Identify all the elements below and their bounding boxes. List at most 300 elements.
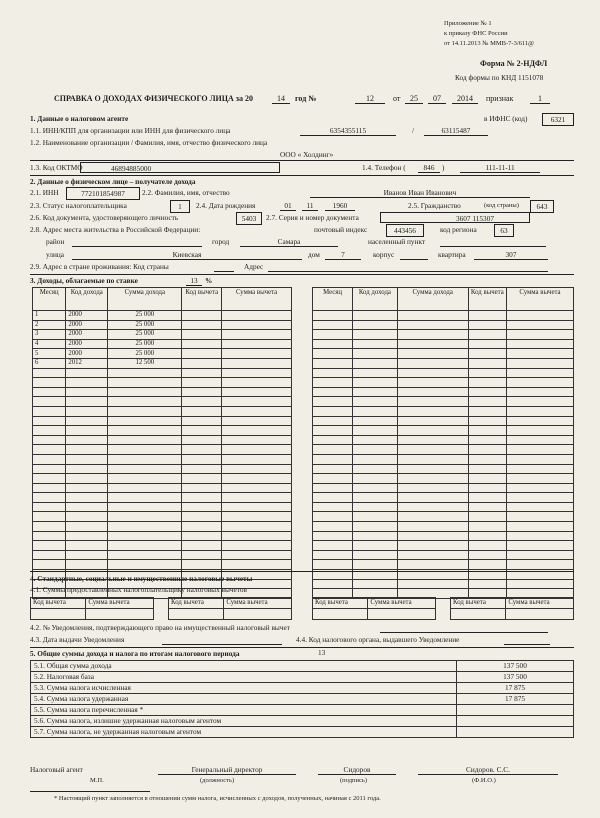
s2-doc-label: 2.6. Код документа, удостоверяющего личность <box>30 213 179 222</box>
table-cell <box>33 502 66 512</box>
table-cell <box>397 493 468 503</box>
table-cell <box>313 483 353 493</box>
table-cell <box>468 339 506 349</box>
s2-inn: 772101854987 <box>66 187 140 200</box>
table-cell <box>66 502 108 512</box>
table-cell <box>182 426 222 436</box>
title-priznak-label: признак <box>486 94 514 103</box>
table-cell <box>353 579 397 589</box>
table-cell <box>182 512 222 522</box>
title-god-no: год № <box>295 94 317 103</box>
table-cell <box>182 493 222 503</box>
table-cell <box>353 522 397 532</box>
table-cell <box>33 474 66 484</box>
right-income-header-4: Сумма вычета <box>506 288 573 311</box>
table-cell <box>468 358 506 368</box>
table-row <box>313 387 574 397</box>
table-cell <box>182 560 222 570</box>
table-cell <box>222 512 292 522</box>
table-row <box>313 464 574 474</box>
table-cell <box>33 483 66 493</box>
table-cell <box>313 320 353 330</box>
s5-heading: 5. Общие суммы дохода и налога по итогам налогового периода <box>30 649 240 658</box>
table-cell <box>313 397 353 407</box>
table-cell <box>506 378 573 388</box>
table-cell <box>222 493 292 503</box>
table-cell <box>222 311 292 321</box>
s2-dob-day: 01 <box>280 201 296 211</box>
table-row <box>313 445 574 455</box>
table-cell <box>66 416 108 426</box>
table-cell <box>182 349 222 359</box>
table-cell <box>33 531 66 541</box>
table-cell <box>222 397 292 407</box>
appendix-line-3: от 14.11.2013 № ММВ-7-3/611@ <box>444 40 535 47</box>
s2-city-label: город <box>212 237 230 246</box>
table-row <box>313 502 574 512</box>
sign-signature-cap: (подпись) <box>340 777 367 784</box>
table-cell <box>182 311 222 321</box>
table-cell <box>222 320 292 330</box>
deduction-table-4 <box>450 597 574 620</box>
s2-status: 1 <box>170 200 190 213</box>
table-cell <box>353 358 397 368</box>
table-cell <box>108 464 182 474</box>
s2-dob-year: 1960 <box>325 201 355 211</box>
s2-doc: 5403 <box>236 212 262 225</box>
table-cell: 25 000 <box>108 330 182 340</box>
table-cell <box>353 483 397 493</box>
table-cell <box>108 416 182 426</box>
table-cell <box>66 368 108 378</box>
table-cell <box>108 502 182 512</box>
table-cell <box>353 474 397 484</box>
table-cell: 2 <box>33 320 66 330</box>
table-cell <box>313 579 353 589</box>
table-cell <box>108 368 182 378</box>
table-row <box>33 339 292 349</box>
s2-fio: Иванов Иван Иванович <box>310 188 530 198</box>
s1-slash: / <box>412 126 415 135</box>
table-cell <box>182 541 222 551</box>
table-cell <box>313 416 353 426</box>
ded4-code-hdr: Код вычета <box>451 598 506 609</box>
table-cell <box>222 454 292 464</box>
left-income-header-3: Код вычета <box>182 288 222 311</box>
table-cell <box>468 435 506 445</box>
s4-n43: 4.3. Дата выдачи Уведомления <box>30 635 125 644</box>
s4-heading: 4. Стандартные, социальные и имущественные налоговые вычеты <box>30 574 253 583</box>
table-row <box>313 435 574 445</box>
table-cell <box>33 378 66 388</box>
table-cell <box>222 464 292 474</box>
table-cell <box>33 522 66 532</box>
table-cell <box>222 541 292 551</box>
table-cell <box>108 550 182 560</box>
table-cell <box>313 445 353 455</box>
table-cell <box>66 531 108 541</box>
s4-sub: 4.1. Суммы предоставленных налогоплательщику налоговых вычетов <box>30 585 247 594</box>
table-cell: 25 000 <box>108 311 182 321</box>
table-cell <box>66 474 108 484</box>
sign-fio-cap: (Ф.И.О.) <box>472 777 496 784</box>
table-cell <box>353 311 397 321</box>
table-cell <box>33 435 66 445</box>
table-cell <box>397 464 468 474</box>
title-month: 07 <box>428 94 446 104</box>
table-cell <box>506 349 573 359</box>
table-row <box>33 435 292 445</box>
table-row <box>313 339 574 349</box>
table-cell <box>397 426 468 436</box>
table-cell <box>222 378 292 388</box>
s1-ifns-label: в ИФНС (код) <box>484 114 528 123</box>
table-cell <box>182 378 222 388</box>
totals-label: 5.6. Сумма налога, излишне удержанная налоговым агентом <box>31 716 457 727</box>
s3-heading: 3. Доходы, облагаемые по ставке <box>30 276 138 285</box>
table-row <box>313 560 574 570</box>
ded4-sum-hdr: Сумма вычета <box>506 598 574 609</box>
table-cell <box>33 541 66 551</box>
table-cell <box>353 454 397 464</box>
table-row <box>313 330 574 340</box>
s1-kpp: 63115487 <box>424 126 488 136</box>
table-cell <box>468 368 506 378</box>
table-cell <box>397 550 468 560</box>
table-cell <box>313 512 353 522</box>
table-cell <box>397 579 468 589</box>
table-cell <box>468 531 506 541</box>
table-cell <box>182 454 222 464</box>
table-row <box>33 560 292 570</box>
table-row <box>33 387 292 397</box>
table-cell <box>313 330 353 340</box>
s1-inn-label: 1.1. ИНН/КПП для организации или ИНН для физического лица <box>30 126 231 135</box>
table-cell <box>506 368 573 378</box>
table-cell <box>313 368 353 378</box>
s1-phone-close: ) <box>442 163 445 172</box>
table-cell: 4 <box>33 339 66 349</box>
table-cell <box>313 339 353 349</box>
table-cell <box>182 550 222 560</box>
table-row <box>313 493 574 503</box>
table-row <box>313 397 574 407</box>
table-cell <box>468 560 506 570</box>
s2-street: Киевская <box>72 250 302 260</box>
table-cell <box>108 454 182 464</box>
table-row <box>313 512 574 522</box>
table-cell <box>33 387 66 397</box>
totals-value <box>457 716 574 727</box>
s3-rate: 13 <box>186 276 202 286</box>
table-cell <box>506 541 573 551</box>
table-cell <box>182 358 222 368</box>
table-cell <box>313 502 353 512</box>
table-cell <box>66 426 108 436</box>
left-income-header-1: Код дохода <box>66 288 108 311</box>
table-cell <box>397 522 468 532</box>
table-cell <box>468 550 506 560</box>
table-cell <box>313 387 353 397</box>
table-cell <box>506 416 573 426</box>
table-cell <box>66 464 108 474</box>
table-cell <box>353 397 397 407</box>
totals-row <box>31 661 574 672</box>
left-income-header-4: Сумма вычета <box>222 288 292 311</box>
table-cell <box>66 493 108 503</box>
table-cell <box>182 416 222 426</box>
table-cell <box>222 406 292 416</box>
table-row <box>33 445 292 455</box>
sign-position-cap: (должность) <box>200 777 235 784</box>
table-cell <box>33 454 66 464</box>
table-row <box>313 358 574 368</box>
table-row <box>33 320 292 330</box>
left-income-header-0: Месяц <box>33 288 66 311</box>
s1-org-name: ООО « Холдинг» <box>280 150 334 159</box>
s2-status-label: 2.3. Статус налогоплательщика <box>30 201 127 210</box>
s1-phone-label: 1.4. Телефон ( <box>362 163 406 172</box>
table-row <box>313 349 574 359</box>
table-cell <box>506 483 573 493</box>
table-cell <box>468 406 506 416</box>
totals-value: 137 500 <box>457 661 574 672</box>
table-cell <box>468 541 506 551</box>
table-cell <box>313 493 353 503</box>
table-row <box>313 320 574 330</box>
table-cell <box>222 349 292 359</box>
s1-oktmo: 46894885000 <box>80 162 280 173</box>
table-cell <box>506 512 573 522</box>
table-cell <box>222 522 292 532</box>
s3-pct: % <box>205 276 213 285</box>
table-cell <box>506 311 573 321</box>
table-cell <box>66 387 108 397</box>
table-row <box>33 416 292 426</box>
table-cell <box>353 550 397 560</box>
s2-citizen: 643 <box>530 200 554 213</box>
table-cell <box>397 311 468 321</box>
table-cell: 6 <box>33 358 66 368</box>
table-cell: 2000 <box>66 339 108 349</box>
table-cell <box>397 358 468 368</box>
table-row <box>313 368 574 378</box>
totals-row <box>31 705 574 716</box>
s2-index: 443456 <box>386 224 424 237</box>
table-cell: 12 500 <box>108 358 182 368</box>
table-row <box>33 349 292 359</box>
table-cell <box>66 483 108 493</box>
table-cell <box>33 445 66 455</box>
s4-n44: 4.4. Код налогового органа, выдавшего Уведомление <box>296 635 460 644</box>
left-income-header-2: Сумма дохода <box>108 288 182 311</box>
table-row <box>33 311 292 321</box>
table-cell <box>33 397 66 407</box>
table-cell <box>397 320 468 330</box>
table-cell <box>313 464 353 474</box>
table-row <box>313 531 574 541</box>
right-income-header-1: Код дохода <box>353 288 397 311</box>
table-cell <box>222 502 292 512</box>
table-cell <box>222 560 292 570</box>
knd-code: Код формы по КНД 1151078 <box>455 73 544 82</box>
table-cell <box>506 454 573 464</box>
table-cell <box>397 368 468 378</box>
table-cell <box>397 531 468 541</box>
table-cell <box>397 454 468 464</box>
table-cell <box>182 368 222 378</box>
table-row <box>33 368 292 378</box>
table-cell <box>397 502 468 512</box>
table-cell <box>468 349 506 359</box>
right-income-header-0: Месяц <box>313 288 353 311</box>
table-cell: 2000 <box>66 349 108 359</box>
totals-value <box>457 705 574 716</box>
table-row <box>33 550 292 560</box>
table-cell <box>182 531 222 541</box>
table-cell <box>313 541 353 551</box>
table-cell <box>108 493 182 503</box>
totals-row <box>31 694 574 705</box>
table-cell <box>108 397 182 407</box>
totals-row <box>31 716 574 727</box>
table-cell <box>182 464 222 474</box>
table-row <box>313 426 574 436</box>
table-cell <box>506 531 573 541</box>
table-cell <box>468 320 506 330</box>
s2-house-label: дом <box>308 250 320 259</box>
table-cell <box>313 454 353 464</box>
table-cell <box>506 358 573 368</box>
table-cell <box>397 445 468 455</box>
table-row <box>33 426 292 436</box>
table-cell <box>506 560 573 570</box>
table-cell <box>353 320 397 330</box>
ded1-code-hdr: Код вычета <box>31 598 86 609</box>
table-cell <box>313 550 353 560</box>
table-cell <box>506 522 573 532</box>
ded2-code-hdr: Код вычета <box>169 598 224 609</box>
table-cell <box>182 483 222 493</box>
table-cell <box>397 387 468 397</box>
table-cell <box>397 435 468 445</box>
table-cell <box>182 397 222 407</box>
table-cell <box>506 426 573 436</box>
table-cell <box>33 512 66 522</box>
s1-heading: 1. Данные о налоговом агенте <box>30 114 129 123</box>
s2-region-label: код региона <box>440 225 477 234</box>
s2-citizen-label: 2.5. Гражданство <box>408 201 461 210</box>
title-priznak: 1 <box>530 94 550 104</box>
table-cell <box>108 541 182 551</box>
table-cell <box>182 435 222 445</box>
table-cell <box>397 541 468 551</box>
table-row <box>33 502 292 512</box>
table-cell <box>108 387 182 397</box>
totals-label: 5.2. Налоговая база <box>31 672 457 683</box>
table-cell <box>397 339 468 349</box>
table-cell <box>313 406 353 416</box>
table-cell <box>108 483 182 493</box>
table-cell <box>397 474 468 484</box>
table-cell <box>313 311 353 321</box>
table-cell <box>66 397 108 407</box>
sign-position: Генеральный директор <box>158 765 296 775</box>
table-cell <box>66 435 108 445</box>
table-row <box>33 358 292 368</box>
table-cell <box>468 502 506 512</box>
table-cell: 3 <box>33 330 66 340</box>
title-year-full: 2014 <box>452 94 478 104</box>
table-cell <box>468 416 506 426</box>
table-cell <box>397 378 468 388</box>
table-cell <box>222 531 292 541</box>
table-cell <box>222 483 292 493</box>
table-cell <box>506 320 573 330</box>
table-cell <box>353 378 397 388</box>
table-cell <box>313 358 353 368</box>
table-cell <box>353 368 397 378</box>
table-row <box>313 311 574 321</box>
s2-citizen-small: (код страны) <box>484 202 519 209</box>
s2-korpus-label: корпус <box>373 250 395 259</box>
table-cell <box>222 474 292 484</box>
table-cell <box>468 426 506 436</box>
s2-np-label: населенный пункт <box>368 237 426 246</box>
s2-inn-label: 2.1. ИНН <box>30 188 59 197</box>
table-cell <box>33 560 66 570</box>
table-cell <box>353 445 397 455</box>
s2-addr-label: 2.8. Адрес места жительства в Российской Федерации: <box>30 225 201 234</box>
table-cell <box>33 368 66 378</box>
table-cell <box>397 349 468 359</box>
title-number: 12 <box>355 94 385 104</box>
table-cell: 1 <box>33 311 66 321</box>
table-cell: 25 000 <box>108 339 182 349</box>
table-cell <box>353 464 397 474</box>
table-cell <box>182 320 222 330</box>
table-cell: 2000 <box>66 311 108 321</box>
table-cell: 25 000 <box>108 349 182 359</box>
table-cell <box>66 406 108 416</box>
totals-label: 5.3. Сумма налога исчисленная <box>31 683 457 694</box>
table-cell <box>468 311 506 321</box>
table-cell <box>222 445 292 455</box>
table-cell <box>182 522 222 532</box>
table-cell <box>108 531 182 541</box>
table-cell <box>353 426 397 436</box>
table-row <box>33 406 292 416</box>
table-cell <box>506 387 573 397</box>
table-cell <box>108 426 182 436</box>
table-cell: 5 <box>33 349 66 359</box>
table-cell: 25 000 <box>108 320 182 330</box>
income-table-right <box>312 287 574 599</box>
table-cell: 2000 <box>66 320 108 330</box>
table-cell <box>313 560 353 570</box>
table-row <box>33 541 292 551</box>
ded3-code-hdr: Код вычета <box>313 598 368 609</box>
footnote: * Настоящий пункт заполняется в отношении сумм налога, исчисленных с доходов, полученных, начиная с 2011 года. <box>54 795 381 802</box>
table-cell <box>506 406 573 416</box>
table-row <box>33 397 292 407</box>
table-cell <box>66 512 108 522</box>
table-cell <box>353 387 397 397</box>
table-cell <box>66 454 108 464</box>
table-cell <box>397 483 468 493</box>
totals-row <box>31 727 574 738</box>
table-cell <box>108 560 182 570</box>
